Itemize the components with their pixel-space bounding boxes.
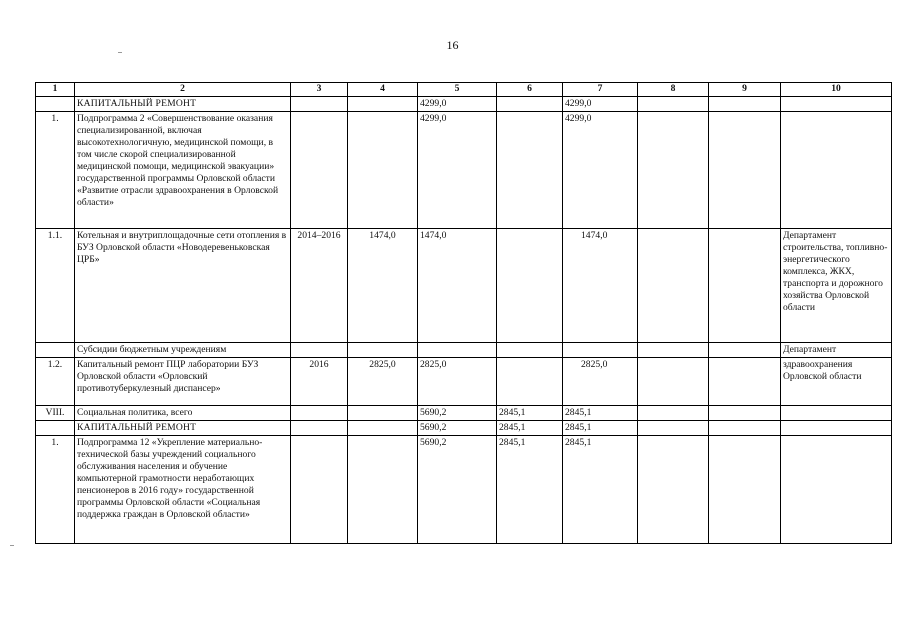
cell-value: 2825,0 (563, 358, 638, 406)
cell-value (638, 343, 709, 358)
cell-responsible (781, 421, 892, 436)
cell-value (638, 358, 709, 406)
table-row (36, 406, 892, 421)
column-header-row (36, 83, 892, 97)
cell-value: 1474,0 (348, 229, 418, 343)
cell-value (348, 343, 418, 358)
cell-value (709, 229, 781, 343)
cell-value (497, 97, 563, 112)
col-header: 3 (291, 83, 348, 97)
col-header: 4 (348, 83, 418, 97)
cell-value (348, 436, 418, 544)
table-row (36, 229, 892, 343)
cell-value: 4299,0 (563, 112, 638, 229)
col-header: 10 (781, 83, 892, 97)
col-header: 6 (497, 83, 563, 97)
page-number: 16 (446, 38, 459, 52)
cell-description: Котельная и внутриплощадочные сети отопления в БУЗ Орловской области «Новодеревеньковская ЦРБ» (75, 229, 291, 343)
cell-value (563, 343, 638, 358)
cell-value (418, 343, 497, 358)
cell-value (497, 358, 563, 406)
cell-value (709, 97, 781, 112)
table-row (36, 421, 892, 436)
cell-number: 1. (36, 112, 75, 229)
cell-number (36, 421, 75, 436)
col-header: 9 (709, 83, 781, 97)
cell-value (348, 112, 418, 229)
cell-responsible (781, 112, 892, 229)
cell-value: 2845,1 (497, 406, 563, 421)
cell-value (638, 436, 709, 544)
budget-table (35, 82, 892, 544)
cell-responsible: Департамент строительства, топливно-энергетического комплекса, ЖКХ, транспорта и дорожного хозяйства Орловской области (781, 229, 892, 343)
cell-period: 2016 (291, 358, 348, 406)
cell-value: 5690,2 (418, 406, 497, 421)
cell-responsible (781, 97, 892, 112)
cell-value: 2845,1 (497, 421, 563, 436)
cell-value (709, 343, 781, 358)
cell-period (291, 436, 348, 544)
cell-description: Капитальный ремонт ПЦР лаборатории БУЗ Орловской области «Орловский противотуберкулезный диспансер» (75, 358, 291, 406)
table-row (36, 112, 892, 229)
cell-value (497, 343, 563, 358)
table-row (36, 358, 892, 406)
cell-responsible (781, 406, 892, 421)
cell-period (291, 112, 348, 229)
cell-value (348, 406, 418, 421)
cell-value (638, 97, 709, 112)
cell-number: 1.2. (36, 358, 75, 406)
cell-value (638, 421, 709, 436)
cell-number: 1. (36, 436, 75, 544)
cell-value (638, 112, 709, 229)
cell-value (638, 406, 709, 421)
cell-responsible (781, 436, 892, 544)
cell-value (709, 421, 781, 436)
cell-description: КАПИТАЛЬНЫЙ РЕМОНТ (75, 97, 291, 112)
cell-value: 2845,1 (563, 406, 638, 421)
col-header: 8 (638, 83, 709, 97)
cell-value: 1474,0 (418, 229, 497, 343)
cell-value (709, 406, 781, 421)
cell-value (709, 436, 781, 544)
cell-value (709, 112, 781, 229)
table-row (36, 343, 892, 358)
cell-description: Подпрограмма 12 «Укрепление материально-технической базы учреждений социального обслуживания населения и обучение компьютерной грамотности неработающих пенсионеров в 2016 году» государственной программы Орловской области «Социальная поддержка граждан в Орловской области» (75, 436, 291, 544)
cell-number (36, 343, 75, 358)
cell-value: 2825,0 (418, 358, 497, 406)
cell-description: Социальная политика, всего (75, 406, 291, 421)
cell-value (348, 97, 418, 112)
cell-value: 2825,0 (348, 358, 418, 406)
cell-value: 4299,0 (418, 97, 497, 112)
cell-value (497, 112, 563, 229)
cell-responsible: здравоохранения Орловской области (781, 358, 892, 406)
col-header: 7 (563, 83, 638, 97)
col-header: 5 (418, 83, 497, 97)
cell-number: 1.1. (36, 229, 75, 343)
cell-description: Подпрограмма 2 «Совершенствование оказания специализированной, включая высокотехнологичную, медицинской помощи, в том числе скорой специализированной медицинской помощи, медицинской эвакуации» государственной программы Орловской области «Развитие отрасли здравоохранения в Орловской области» (75, 112, 291, 229)
cell-period (291, 421, 348, 436)
cell-period (291, 406, 348, 421)
cell-number: VIII. (36, 406, 75, 421)
cell-value: 2845,1 (563, 436, 638, 544)
cell-responsible: Департамент (781, 343, 892, 358)
cell-value (638, 229, 709, 343)
cell-value (709, 358, 781, 406)
cell-number (36, 97, 75, 112)
cell-description: КАПИТАЛЬНЫЙ РЕМОНТ (75, 421, 291, 436)
table-row (36, 97, 892, 112)
col-header: 2 (75, 83, 291, 97)
cell-value: 4299,0 (418, 112, 497, 229)
cell-period: 2014–2016 (291, 229, 348, 343)
cell-value: 2845,1 (563, 421, 638, 436)
table-row (36, 436, 892, 544)
cell-value: 2845,1 (497, 436, 563, 544)
cell-value (348, 421, 418, 436)
cell-value: 4299,0 (563, 97, 638, 112)
cell-value: 1474,0 (563, 229, 638, 343)
col-header: 1 (36, 83, 75, 97)
cell-description: Субсидии бюджетным учреждениям (75, 343, 291, 358)
cell-period (291, 343, 348, 358)
cell-value: 5690,2 (418, 421, 497, 436)
cell-value: 5690,2 (418, 436, 497, 544)
cell-period (291, 97, 348, 112)
scan-mark (10, 545, 14, 546)
cell-value (497, 229, 563, 343)
scan-mark (118, 52, 122, 53)
